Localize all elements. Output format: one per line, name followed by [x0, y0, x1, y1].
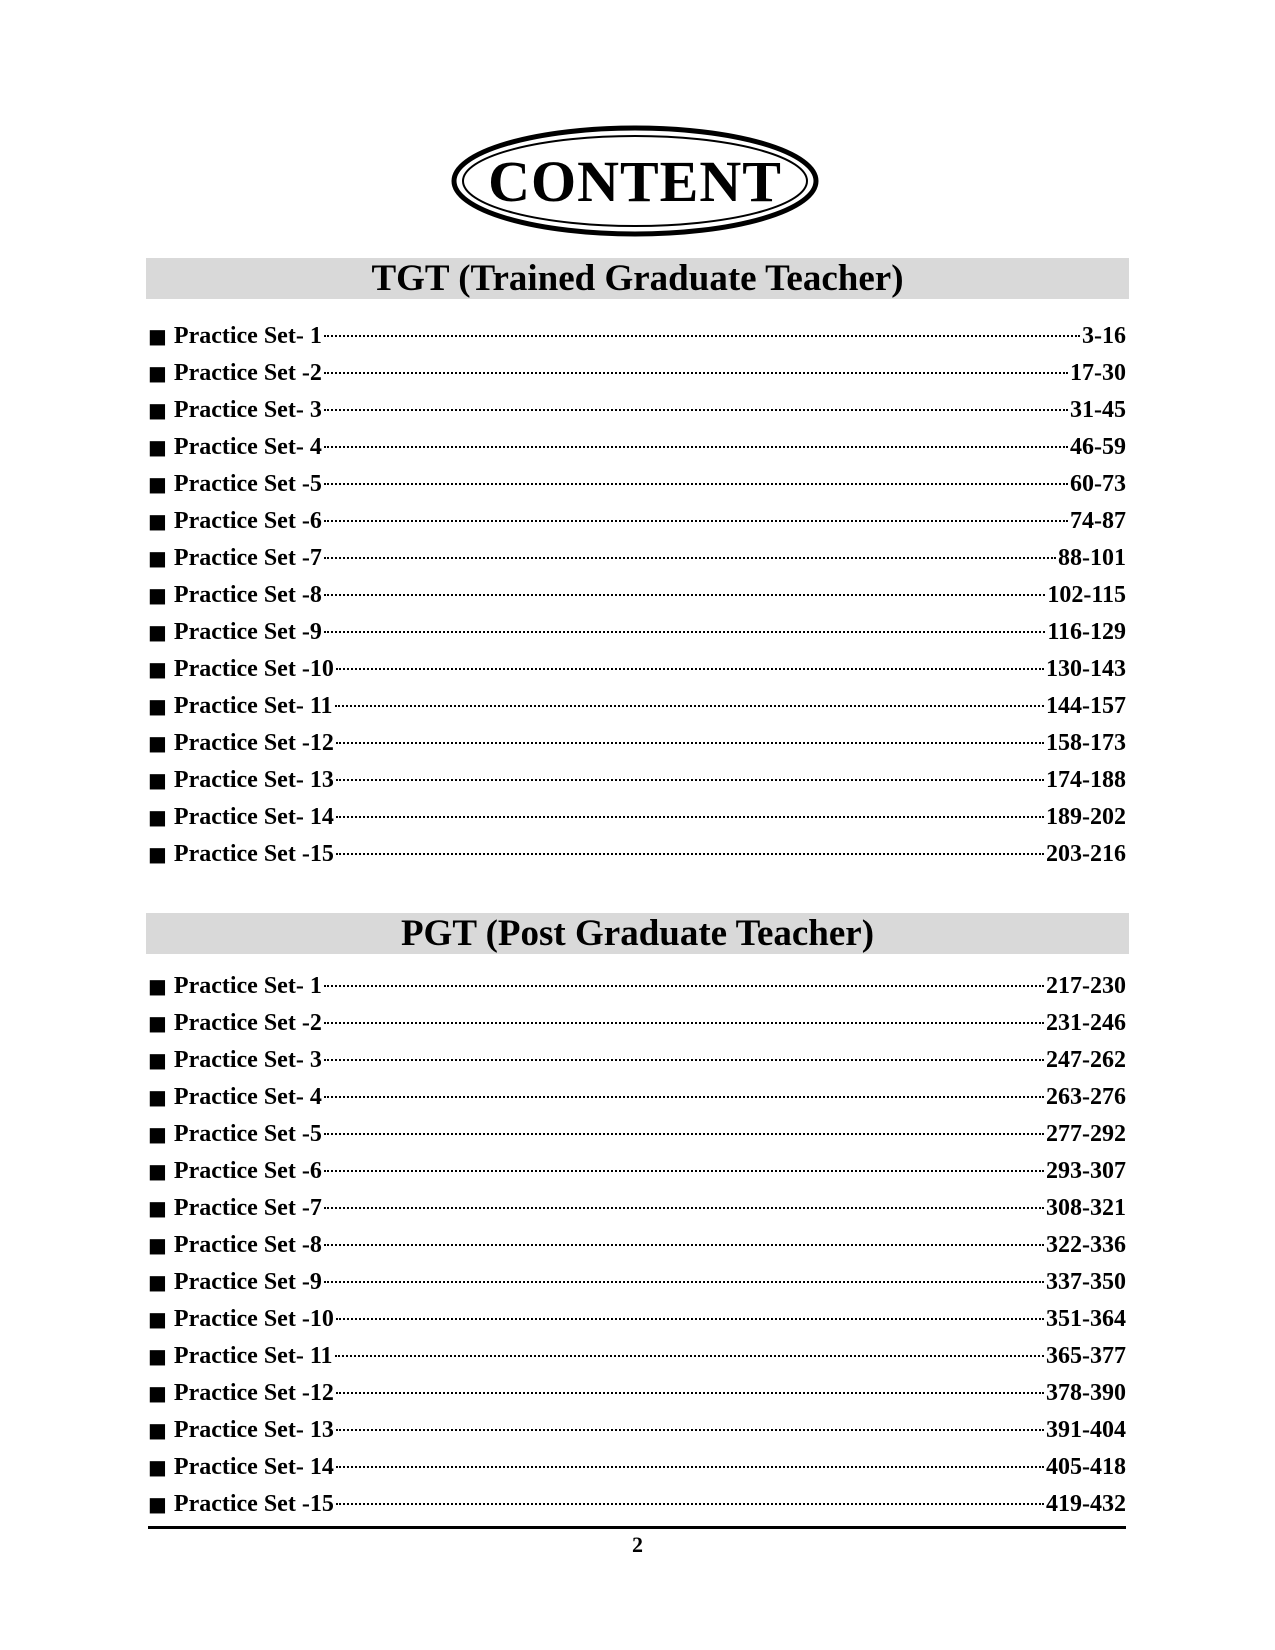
bullet-square-icon: ■ [148, 1196, 167, 1220]
toc-entry [148, 1190, 1126, 1227]
toc-entry [148, 1079, 1126, 1116]
toc-entry-label: Practice Set -7 [173, 1195, 322, 1221]
toc-entry-pages: 102-115 [1047, 582, 1126, 608]
bullet-square-icon: ■ [148, 974, 167, 998]
dot-leader [336, 1466, 1044, 1468]
section-heading-tgt: TGT (Trained Graduate Teacher) [146, 258, 1129, 299]
dot-leader [336, 816, 1044, 818]
bullet-square-icon: ■ [148, 1159, 167, 1183]
toc-entry-label: Practice Set -2 [173, 1010, 322, 1036]
dot-leader [324, 1059, 1044, 1061]
toc-entry [148, 1264, 1126, 1301]
toc-entry-label: Practice Set -5 [173, 471, 322, 497]
toc-entry-label: Practice Set -15 [173, 1491, 334, 1517]
toc-entry-pages: 116-129 [1047, 619, 1126, 645]
dot-leader [336, 668, 1044, 670]
toc-entry [148, 466, 1126, 503]
dot-leader [324, 557, 1056, 559]
toc-entry-label: Practice Set -12 [173, 730, 334, 756]
dot-leader [336, 1392, 1044, 1394]
toc-entry [148, 1412, 1126, 1449]
dot-leader [336, 1503, 1044, 1505]
toc-entry-pages: 3-16 [1082, 323, 1126, 349]
bullet-square-icon: ■ [148, 1381, 167, 1405]
content-title-oval [450, 124, 820, 238]
section-heading-pgt: PGT (Post Graduate Teacher) [146, 913, 1129, 954]
toc-entry-label: Practice Set- 1 [173, 973, 322, 999]
dot-leader [324, 1022, 1044, 1024]
dot-leader [324, 446, 1068, 448]
bullet-square-icon: ■ [148, 620, 167, 644]
bullet-square-icon: ■ [148, 1122, 167, 1146]
toc-entry-label: Practice Set- 4 [173, 1084, 322, 1110]
toc-entry [148, 1116, 1126, 1153]
toc-entry-pages: 419-432 [1046, 1491, 1126, 1517]
toc-entry-label: Practice Set- 14 [173, 804, 334, 830]
bullet-square-icon: ■ [148, 1233, 167, 1257]
bullet-square-icon: ■ [148, 324, 167, 348]
toc-entry-label: Practice Set -7 [173, 545, 322, 571]
toc-entry [148, 577, 1126, 614]
bullet-square-icon: ■ [148, 1011, 167, 1035]
dot-leader [335, 705, 1045, 707]
bullet-square-icon: ■ [148, 1344, 167, 1368]
toc-entry-pages: 277-292 [1046, 1121, 1126, 1147]
toc-entry [148, 762, 1126, 799]
toc-entry [148, 1153, 1126, 1190]
bullet-square-icon: ■ [148, 842, 167, 866]
toc-entry-pages: 189-202 [1046, 804, 1126, 830]
toc-entry [148, 1005, 1126, 1042]
toc-list-tgt [148, 318, 1126, 873]
dot-leader [324, 372, 1068, 374]
dot-leader [324, 1170, 1044, 1172]
toc-entry-pages: 308-321 [1046, 1195, 1126, 1221]
dot-leader [324, 483, 1068, 485]
toc-entry-label: Practice Set -10 [173, 656, 334, 682]
bullet-square-icon: ■ [148, 1492, 167, 1516]
toc-entry [148, 392, 1126, 429]
toc-entry [148, 651, 1126, 688]
dot-leader [324, 1207, 1044, 1209]
toc-entry-pages: 130-143 [1046, 656, 1126, 682]
toc-entry-label: Practice Set -5 [173, 1121, 322, 1147]
bullet-square-icon: ■ [148, 1270, 167, 1294]
dot-leader [336, 779, 1044, 781]
dot-leader [335, 1355, 1045, 1357]
toc-entry-label: Practice Set -8 [173, 1232, 322, 1258]
toc-entry-label: Practice Set- 11 [173, 1343, 333, 1369]
bullet-square-icon: ■ [148, 1085, 167, 1109]
toc-entry-pages: 337-350 [1046, 1269, 1126, 1295]
bullet-square-icon: ■ [148, 805, 167, 829]
dot-leader [336, 1318, 1044, 1320]
dot-leader [324, 985, 1044, 987]
bullet-square-icon: ■ [148, 1455, 167, 1479]
toc-entry-pages: 31-45 [1070, 397, 1126, 423]
toc-entry [148, 1042, 1126, 1079]
toc-entry-label: Practice Set -12 [173, 1380, 334, 1406]
bullet-square-icon: ■ [148, 768, 167, 792]
toc-entry-pages: 17-30 [1070, 360, 1126, 386]
bullet-square-icon: ■ [148, 1307, 167, 1331]
toc-entry-pages: 46-59 [1070, 434, 1126, 460]
toc-entry [148, 1301, 1126, 1338]
toc-entry-pages: 174-188 [1046, 767, 1126, 793]
dot-leader [324, 1281, 1044, 1283]
toc-entry [148, 540, 1126, 577]
toc-entry-label: Practice Set -9 [173, 1269, 322, 1295]
toc-entry-pages: 74-87 [1070, 508, 1126, 534]
toc-entry-label: Practice Set -8 [173, 582, 322, 608]
toc-entry [148, 355, 1126, 392]
bullet-square-icon: ■ [148, 398, 167, 422]
toc-entry-pages: 60-73 [1070, 471, 1126, 497]
bullet-square-icon: ■ [148, 694, 167, 718]
toc-entry-label: Practice Set -2 [173, 360, 322, 386]
toc-entry-pages: 231-246 [1046, 1010, 1126, 1036]
toc-entry-label: Practice Set- 11 [173, 693, 333, 719]
page-number: 2 [632, 1532, 643, 1557]
dot-leader [324, 1096, 1044, 1098]
toc-entry [148, 1486, 1126, 1523]
dot-leader [324, 1133, 1044, 1135]
toc-entry-pages: 203-216 [1046, 841, 1126, 867]
toc-entry-pages: 217-230 [1046, 973, 1126, 999]
toc-entry [148, 429, 1126, 466]
toc-entry [148, 1449, 1126, 1486]
toc-entry-pages: 158-173 [1046, 730, 1126, 756]
toc-entry-label: Practice Set- 13 [173, 767, 334, 793]
bullet-square-icon: ■ [148, 472, 167, 496]
dot-leader [336, 1429, 1044, 1431]
toc-entry [148, 1227, 1126, 1264]
toc-entry-pages: 391-404 [1046, 1417, 1126, 1443]
toc-entry [148, 799, 1126, 836]
toc-entry-label: Practice Set -9 [173, 619, 322, 645]
toc-entry-pages: 293-307 [1046, 1158, 1126, 1184]
toc-entry [148, 503, 1126, 540]
toc-entry-pages: 405-418 [1046, 1454, 1126, 1480]
toc-entry [148, 725, 1126, 762]
bullet-square-icon: ■ [148, 657, 167, 681]
toc-entry-pages: 365-377 [1046, 1343, 1126, 1369]
bullet-square-icon: ■ [148, 731, 167, 755]
dot-leader [336, 853, 1044, 855]
toc-entry-label: Practice Set- 14 [173, 1454, 334, 1480]
toc-entry-pages: 88-101 [1058, 545, 1126, 571]
dot-leader [324, 409, 1068, 411]
toc-entry [148, 1375, 1126, 1412]
bullet-square-icon: ■ [148, 509, 167, 533]
toc-entry [148, 1338, 1126, 1375]
bullet-square-icon: ■ [148, 435, 167, 459]
dot-leader [324, 1244, 1044, 1246]
toc-entry-pages: 351-364 [1046, 1306, 1126, 1332]
toc-entry-label: Practice Set -10 [173, 1306, 334, 1332]
toc-entry-label: Practice Set- 1 [173, 323, 322, 349]
toc-entry [148, 614, 1126, 651]
toc-entry-pages: 378-390 [1046, 1380, 1126, 1406]
toc-entry-pages: 247-262 [1046, 1047, 1126, 1073]
footer-rule [148, 1526, 1126, 1529]
toc-entry-pages: 322-336 [1046, 1232, 1126, 1258]
toc-entry-pages: 263-276 [1046, 1084, 1126, 1110]
dot-leader [324, 520, 1068, 522]
toc-entry-label: Practice Set -6 [173, 1158, 322, 1184]
toc-entry-pages: 144-157 [1046, 693, 1126, 719]
toc-entry [148, 836, 1126, 873]
toc-entry [148, 968, 1126, 1005]
toc-entry-label: Practice Set -6 [173, 508, 322, 534]
toc-entry-label: Practice Set -15 [173, 841, 334, 867]
toc-entry-label: Practice Set- 13 [173, 1417, 334, 1443]
toc-entry-label: Practice Set- 3 [173, 397, 322, 423]
dot-leader [324, 631, 1046, 633]
toc-entry [148, 318, 1126, 355]
dot-leader [324, 335, 1080, 337]
bullet-square-icon: ■ [148, 361, 167, 385]
toc-entry-label: Practice Set- 3 [173, 1047, 322, 1073]
bullet-square-icon: ■ [148, 1418, 167, 1442]
page-title: CONTENT [488, 148, 782, 214]
toc-list-pgt [148, 968, 1126, 1523]
bullet-square-icon: ■ [148, 1048, 167, 1072]
dot-leader [336, 742, 1044, 744]
bullet-square-icon: ■ [148, 546, 167, 570]
dot-leader [324, 594, 1046, 596]
bullet-square-icon: ■ [148, 583, 167, 607]
toc-entry [148, 688, 1126, 725]
toc-entry-label: Practice Set- 4 [173, 434, 322, 460]
